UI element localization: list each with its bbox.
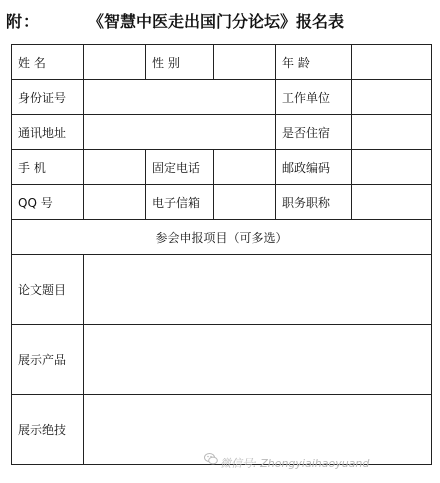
section-header: 参会申报项目（可多选） [12,220,432,255]
address-field[interactable] [84,115,276,150]
age-label: 年 龄 [276,45,352,80]
form-row-paper [12,255,432,325]
job-title-field[interactable] [352,185,432,220]
id-number-label: 身份证号 [12,80,84,115]
postcode-label: 邮政编码 [276,150,352,185]
paper-title-label: 论文题目 [12,255,84,325]
postcode-field[interactable] [352,150,432,185]
job-title-label: 职务职称 [276,185,352,220]
email-field[interactable] [214,185,276,220]
form-row-id [12,80,432,115]
title-row [0,0,440,40]
skill-label: 展示绝技 [12,395,84,465]
mobile-field[interactable] [84,150,146,185]
form-row-basic [12,45,432,80]
name-label: 姓 名 [12,45,84,80]
qq-field[interactable] [84,185,146,220]
employer-label: 工作单位 [276,80,352,115]
lodging-label: 是否住宿 [276,115,352,150]
age-field[interactable] [352,45,432,80]
name-field[interactable] [84,45,146,80]
watermark-text: 微信号: Zhongyiaihaoyuand [220,457,370,470]
registration-form-table [11,44,432,465]
page-title: 《智慧中医走出国门分论坛》报名表 [88,12,345,31]
address-label: 通讯地址 [12,115,84,150]
email-label: 电子信箱 [146,185,214,220]
mobile-label: 手 机 [12,150,84,185]
form-row-phone [12,150,432,185]
landline-label: 固定电话 [146,150,214,185]
landline-field[interactable] [214,150,276,185]
gender-field[interactable] [214,45,276,80]
gender-label: 性 别 [146,45,214,80]
id-number-field[interactable] [84,80,276,115]
skill-field[interactable] [84,395,432,465]
employer-field[interactable] [352,80,432,115]
form-row-contact [12,185,432,220]
title-prefix: 附： [6,12,41,31]
form-row-address [12,115,432,150]
lodging-field[interactable] [352,115,432,150]
form-row-section [12,220,432,255]
product-field[interactable] [84,325,432,395]
form-row-product [12,325,432,395]
paper-title-field[interactable] [84,255,432,325]
form-row-skill [12,395,432,465]
product-label: 展示产品 [12,325,84,395]
qq-label: QQ 号 [12,185,84,220]
